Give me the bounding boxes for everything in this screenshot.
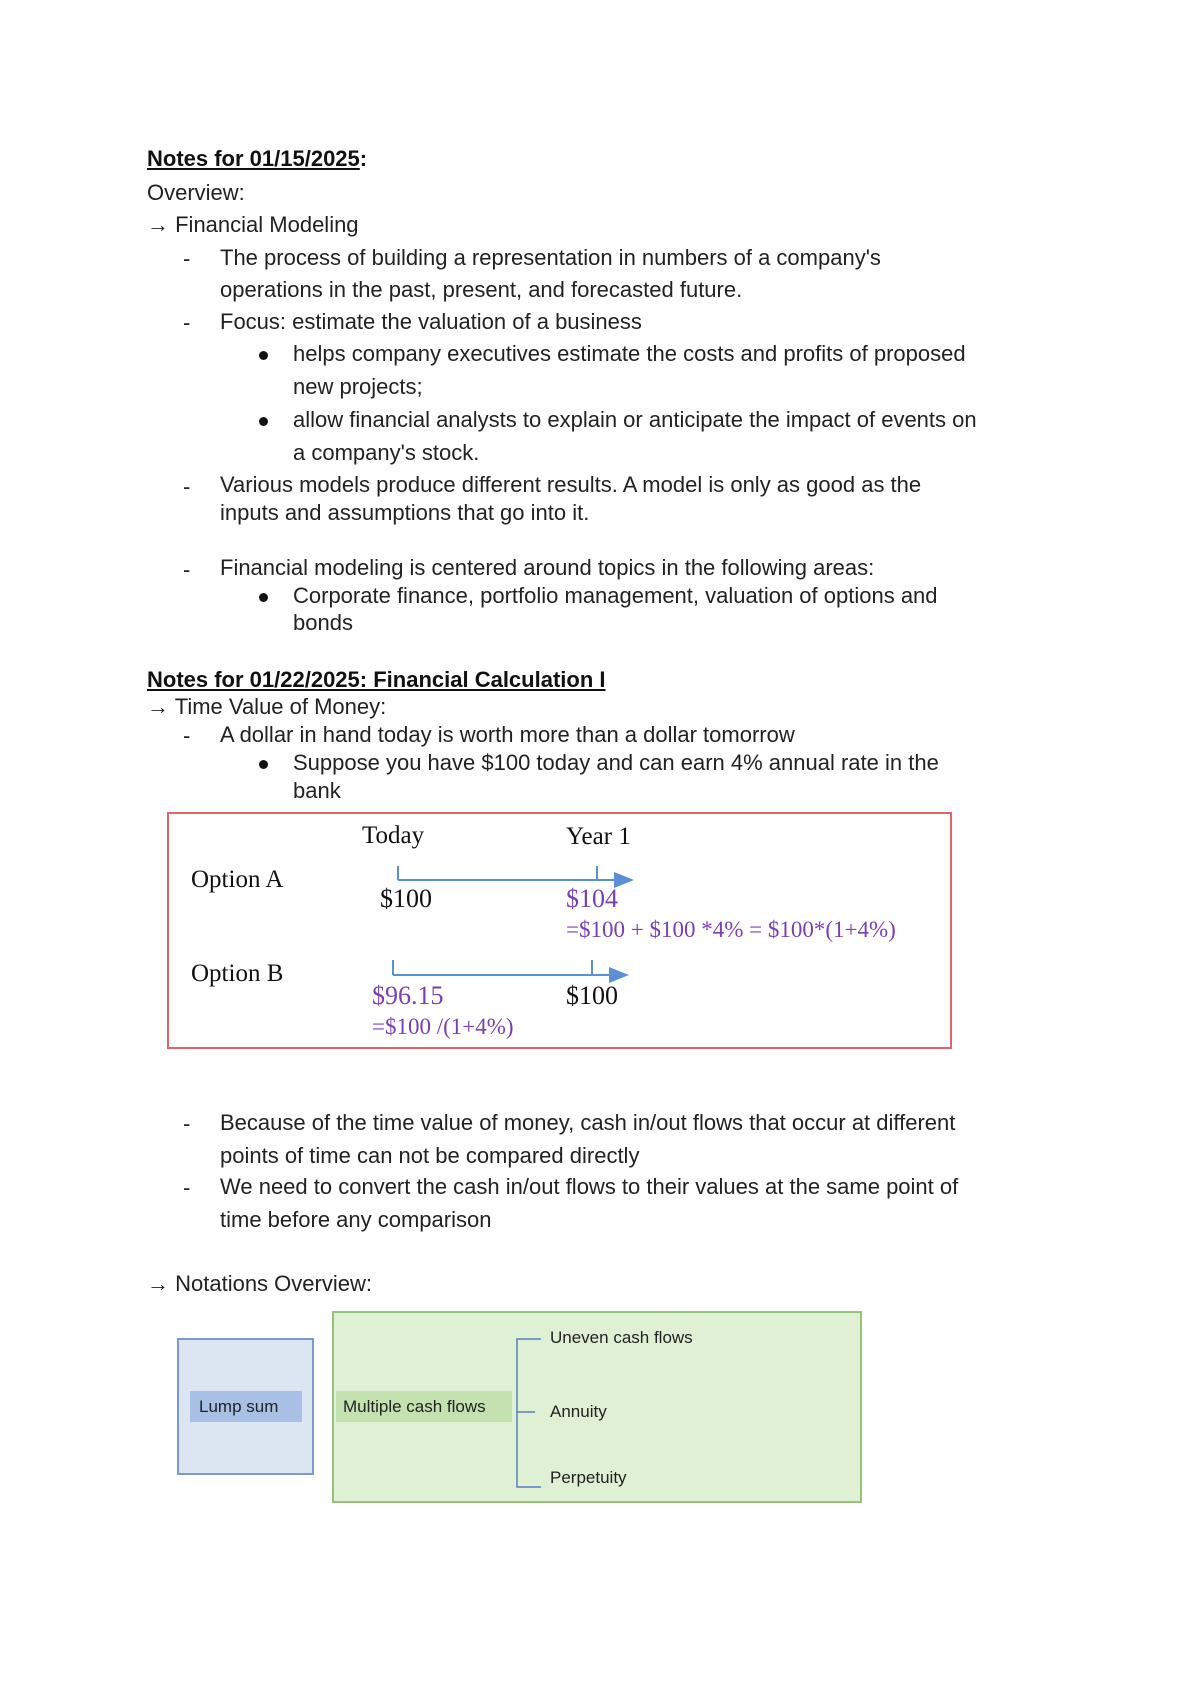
bullet-executives-line1: helps company executives estimate the costs and profits of proposed — [293, 341, 966, 366]
dollar-today-text: A dollar in hand today is worth more than a dollar tomorrow — [220, 722, 795, 747]
dash-marker: - — [183, 723, 191, 748]
option-b-formula: =$100 /(1+4%) — [372, 1014, 514, 1039]
because-tvm-line2: points of time can not be compared directly — [220, 1143, 640, 1168]
annuity-label: Annuity — [550, 1402, 607, 1421]
column-year1: Year 1 — [566, 823, 631, 850]
option-b-year1-value: $100 — [566, 981, 618, 1010]
various-models-line2: inputs and assumptions that go into it. — [220, 500, 590, 525]
various-models-line1: Various models produce different results. A model is only as good as the — [220, 472, 922, 497]
dash-marker: - — [183, 474, 191, 499]
option-a-today-value: $100 — [380, 884, 432, 913]
lump-sum-label: Lump sum — [199, 1397, 279, 1416]
multiple-cash-flows-label: Multiple cash flows — [343, 1397, 486, 1416]
option-a-label: Option A — [191, 866, 284, 893]
bullet-corporate-line2: bonds — [293, 610, 353, 635]
option-b-label: Option B — [191, 960, 284, 987]
financial-modeling-topic: → Financial Modeling — [147, 212, 359, 237]
notes1-heading-label: Notes for 01/15/2025 — [147, 146, 360, 171]
convert-flows-line1: We need to convert the cash in/out flows to their values at the same point of — [220, 1174, 959, 1199]
option-b-today-value: $96.15 — [372, 981, 444, 1010]
dash-marker: - — [183, 1111, 191, 1136]
dash-marker: - — [183, 310, 191, 335]
perpetuity-label: Perpetuity — [550, 1468, 627, 1487]
overview-label: Overview: — [147, 180, 245, 205]
notations-topic: → Notations Overview: — [147, 1271, 372, 1296]
convert-flows-line2: time before any comparison — [220, 1207, 492, 1232]
modeling-definition-line2: operations in the past, present, and forecasted future. — [220, 277, 743, 302]
bullet-analysts-line1: allow financial analysts to explain or anticipate the impact of events on — [293, 407, 977, 432]
centered-topics-text: Financial modeling is centered around topics in the following areas: — [220, 555, 875, 580]
dash-marker: - — [183, 246, 191, 271]
dash-marker: - — [183, 1175, 191, 1200]
dash-marker: - — [183, 557, 191, 582]
notes1-heading-colon: : — [359, 146, 368, 171]
time-value-topic: → Time Value of Money: — [147, 694, 387, 719]
bracket-outline — [517, 1339, 541, 1487]
option-a-formula: =$100 + $100 *4% = $100*(1+4%) — [566, 917, 896, 942]
uneven-cash-flows-label: Uneven cash flows — [550, 1328, 693, 1347]
modeling-definition-line1: The process of building a representation in numbers of a company's — [220, 245, 881, 270]
option-a-year1-value: $104 — [566, 884, 618, 913]
bullet-executives-line2: new projects; — [293, 374, 423, 399]
bullet-suppose-line1: Suppose you have $100 today and can earn 4% annual rate in the — [293, 750, 939, 775]
column-today: Today — [362, 822, 425, 849]
notes2-heading-label: Notes for 01/22/2025: Financial Calculation I — [147, 667, 606, 692]
because-tvm-line1: Because of the time value of money, cash in/out flows that occur at different — [220, 1110, 956, 1135]
focus-text: Focus: estimate the valuation of a business — [220, 309, 642, 334]
bullet-corporate-line1: Corporate finance, portfolio management, valuation of options and — [293, 583, 938, 608]
bullet-analysts-line2: a company's stock. — [293, 440, 480, 465]
bullet-suppose-line2: bank — [293, 778, 341, 803]
